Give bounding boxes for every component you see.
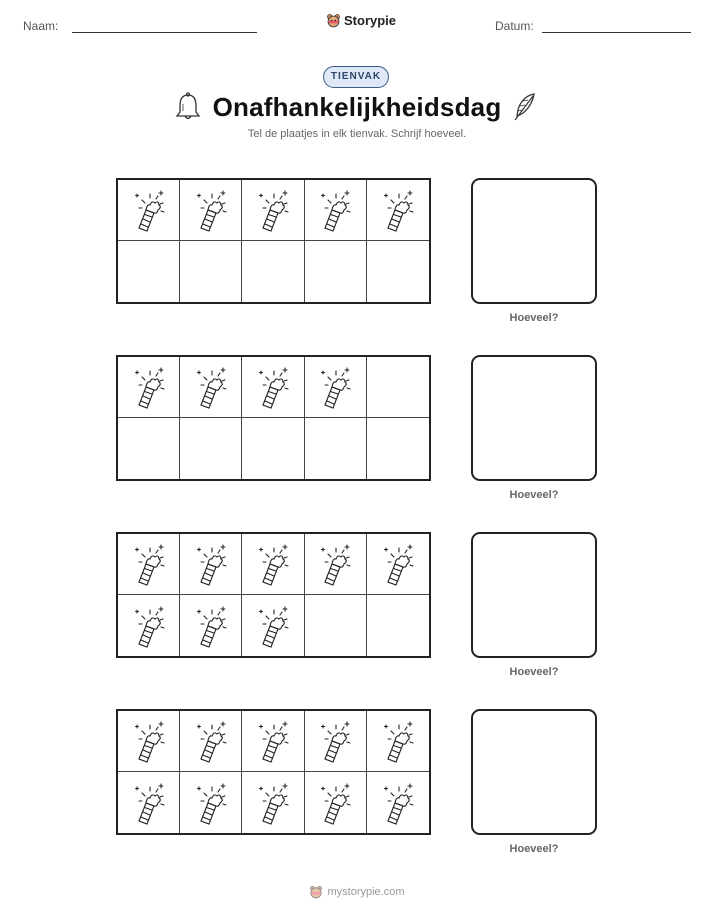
- firework-rocket-icon: [317, 365, 353, 409]
- firework-rocket-icon: [193, 719, 229, 763]
- footer: [0, 885, 714, 899]
- storypie-logo: [326, 13, 396, 28]
- hoeveel-label: Hoeveel?: [509, 843, 559, 855]
- firework-rocket-icon: [193, 542, 229, 586]
- ten-frame-cell-empty: [180, 418, 242, 479]
- ten-frame-cell-filled: [242, 180, 304, 241]
- ten-frame-cell-filled: [242, 357, 304, 418]
- firework-rocket-icon: [255, 781, 291, 825]
- firework-rocket-icon: [131, 542, 167, 586]
- name-label: Naam:: [23, 19, 59, 33]
- answer-box-2[interactable]: [471, 355, 597, 481]
- ten-frame-cell-empty: [242, 418, 304, 479]
- ten-frame-cell-empty: [118, 241, 180, 302]
- ten-frame-cell-filled: [180, 180, 242, 241]
- page-title: Onafhankelijkheidsdag: [212, 92, 502, 122]
- firework-rocket-icon: [380, 781, 416, 825]
- ten-frame-cell-filled: [242, 595, 304, 656]
- ten-frame-cell-filled: [242, 534, 304, 595]
- tienvak-badge: TIENVAK: [323, 66, 389, 88]
- firework-rocket-icon: [255, 719, 291, 763]
- footer-url: mystorypie.com: [327, 886, 405, 898]
- hoeveel-label: Hoeveel?: [509, 312, 559, 324]
- ten-frame-cell-filled: [305, 534, 367, 595]
- answer-box-1[interactable]: [471, 178, 597, 304]
- ten-frame-cell-filled: [367, 534, 429, 595]
- firework-rocket-icon: [131, 781, 167, 825]
- name-write-line[interactable]: [72, 32, 257, 33]
- instructions: Tel de plaatjes in elk tienvak. Schrijf hoeveel.: [247, 128, 467, 140]
- firework-rocket-icon: [380, 188, 416, 232]
- ten-frame-cell-filled: [367, 180, 429, 241]
- answer-box-3[interactable]: [471, 532, 597, 658]
- ten-frame-cell-filled: [180, 534, 242, 595]
- date-write-line[interactable]: [542, 32, 691, 33]
- ten-frame-cell-empty: [180, 241, 242, 302]
- ten-frame-4: [116, 709, 431, 835]
- ten-frame-cell-filled: [118, 711, 180, 772]
- firework-rocket-icon: [131, 365, 167, 409]
- logo-text: Storypie: [344, 13, 397, 28]
- answer-box-4[interactable]: [471, 709, 597, 835]
- ten-frame-cell-empty: [118, 418, 180, 479]
- ten-frame-cell-empty: [367, 357, 429, 418]
- firework-rocket-icon: [317, 781, 353, 825]
- ten-frame-cell-filled: [118, 180, 180, 241]
- ten-frame-cell-filled: [180, 711, 242, 772]
- ten-frame-cell-filled: [180, 772, 242, 833]
- firework-rocket-icon: [380, 719, 416, 763]
- ten-frame-cell-filled: [180, 595, 242, 656]
- hoeveel-label: Hoeveel?: [509, 666, 559, 678]
- firework-rocket-icon: [255, 188, 291, 232]
- firework-rocket-icon: [193, 604, 229, 648]
- ten-frame-cell-empty: [305, 418, 367, 479]
- ten-frame-cell-filled: [305, 357, 367, 418]
- ten-frame-2: [116, 355, 431, 481]
- firework-rocket-icon: [193, 781, 229, 825]
- firework-rocket-icon: [131, 188, 167, 232]
- ten-frame-cell-empty: [367, 595, 429, 656]
- firework-rocket-icon: [380, 542, 416, 586]
- firework-rocket-icon: [131, 719, 167, 763]
- bear-mascot-icon: [326, 13, 341, 28]
- firework-rocket-icon: [317, 188, 353, 232]
- ten-frame-cell-empty: [242, 241, 304, 302]
- ten-frame-cell-empty: [305, 595, 367, 656]
- firework-rocket-icon: [193, 365, 229, 409]
- ten-frame-cell-empty: [367, 418, 429, 479]
- date-label: Datum:: [495, 19, 534, 33]
- ten-frame-cell-filled: [118, 595, 180, 656]
- ten-frame-cell-filled: [305, 180, 367, 241]
- ten-frame-cell-filled: [180, 357, 242, 418]
- ten-frame-cell-filled: [367, 772, 429, 833]
- feather-quill-icon: [512, 92, 538, 122]
- firework-rocket-icon: [255, 604, 291, 648]
- ten-frame-cell-filled: [305, 772, 367, 833]
- ten-frame-1: [116, 178, 431, 304]
- firework-rocket-icon: [131, 604, 167, 648]
- firework-rocket-icon: [317, 542, 353, 586]
- ten-frame-cell-filled: [367, 711, 429, 772]
- firework-rocket-icon: [317, 719, 353, 763]
- ten-frame-cell-filled: [242, 711, 304, 772]
- ten-frame-cell-empty: [367, 241, 429, 302]
- ten-frame-cell-filled: [118, 534, 180, 595]
- firework-rocket-icon: [255, 365, 291, 409]
- ten-frame-cell-filled: [305, 711, 367, 772]
- hoeveel-label: Hoeveel?: [509, 489, 559, 501]
- ten-frame-3: [116, 532, 431, 658]
- firework-rocket-icon: [193, 188, 229, 232]
- ten-frame-cell-filled: [118, 357, 180, 418]
- ten-frame-cell-filled: [118, 772, 180, 833]
- firework-rocket-icon: [255, 542, 291, 586]
- ten-frame-cell-empty: [305, 241, 367, 302]
- bear-mascot-icon: [309, 885, 323, 899]
- ten-frame-cell-filled: [242, 772, 304, 833]
